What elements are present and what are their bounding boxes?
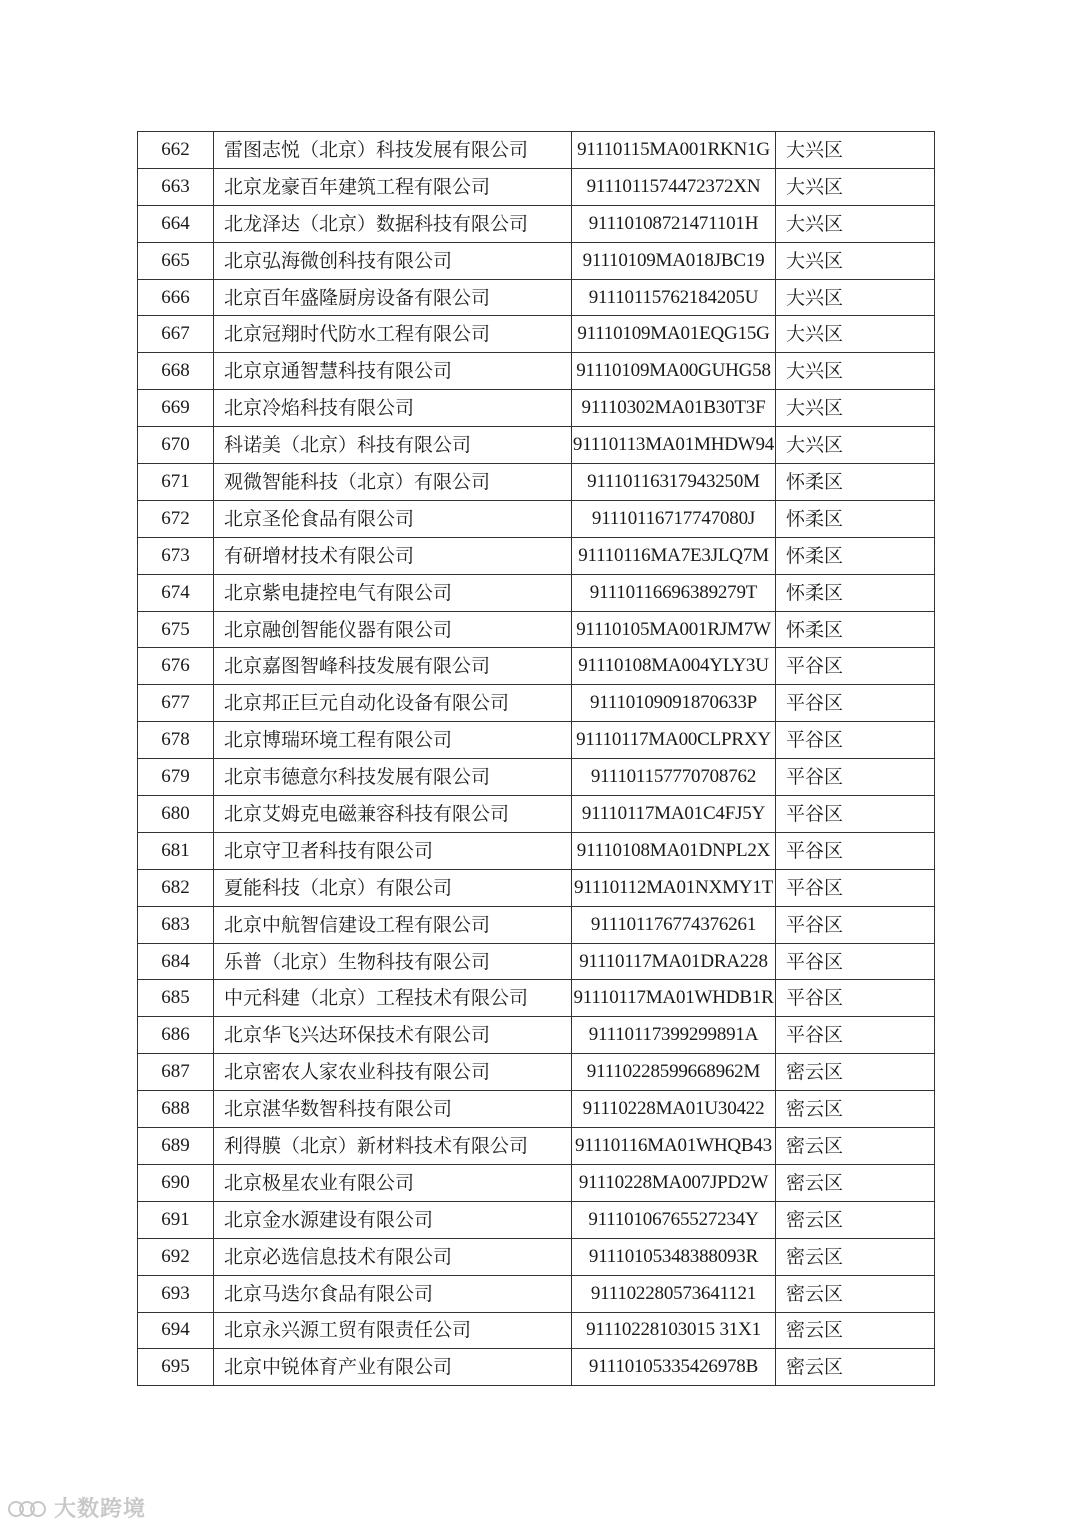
company-name-cell: 北京弘海微创科技有限公司 bbox=[214, 242, 572, 279]
company-name-cell: 北京永兴源工贸有限责任公司 bbox=[214, 1312, 572, 1349]
credit-code-cell: 91110228MA007JPD2W bbox=[572, 1164, 776, 1201]
company-name-cell: 北京必选信息技术有限公司 bbox=[214, 1238, 572, 1275]
table-row bbox=[138, 1275, 935, 1312]
credit-code-cell: 91110228599668962M bbox=[572, 1054, 776, 1091]
table-row bbox=[138, 796, 935, 833]
credit-code-cell: 911101157770708762 bbox=[572, 759, 776, 796]
district-cell: 大兴区 bbox=[776, 205, 935, 242]
company-name-cell: 北京博瑞环境工程有限公司 bbox=[214, 722, 572, 759]
district-cell: 平谷区 bbox=[776, 685, 935, 722]
table-row bbox=[138, 316, 935, 353]
company-name-cell: 北京艾姆克电磁兼容科技有限公司 bbox=[214, 796, 572, 833]
row-number-cell: 673 bbox=[138, 537, 214, 574]
district-cell: 大兴区 bbox=[776, 279, 935, 316]
table-body bbox=[138, 132, 935, 1386]
district-cell: 大兴区 bbox=[776, 316, 935, 353]
row-number-cell: 675 bbox=[138, 611, 214, 648]
district-cell: 大兴区 bbox=[776, 242, 935, 279]
company-name-cell: 北京中锐体育产业有限公司 bbox=[214, 1349, 572, 1386]
district-cell: 怀柔区 bbox=[776, 574, 935, 611]
row-number-cell: 678 bbox=[138, 722, 214, 759]
row-number-cell: 682 bbox=[138, 869, 214, 906]
district-cell: 平谷区 bbox=[776, 1017, 935, 1054]
credit-code-cell: 91110228MA01U30422 bbox=[572, 1091, 776, 1128]
credit-code-cell: 91110116717747080J bbox=[572, 500, 776, 537]
row-number-cell: 693 bbox=[138, 1275, 214, 1312]
district-cell: 密云区 bbox=[776, 1201, 935, 1238]
district-cell: 密云区 bbox=[776, 1128, 935, 1165]
company-name-cell: 北京中航智信建设工程有限公司 bbox=[214, 906, 572, 943]
company-name-cell: 利得膜（北京）新材料技术有限公司 bbox=[214, 1128, 572, 1165]
row-number-cell: 685 bbox=[138, 980, 214, 1017]
district-cell: 大兴区 bbox=[776, 427, 935, 464]
district-cell: 平谷区 bbox=[776, 943, 935, 980]
company-name-cell: 北京融创智能仪器有限公司 bbox=[214, 611, 572, 648]
district-cell: 平谷区 bbox=[776, 648, 935, 685]
district-cell: 平谷区 bbox=[776, 980, 935, 1017]
company-name-cell: 北京邦正巨元自动化设备有限公司 bbox=[214, 685, 572, 722]
table-row bbox=[138, 648, 935, 685]
credit-code-cell: 91110109MA01EQG15G bbox=[572, 316, 776, 353]
table-row bbox=[138, 1128, 935, 1165]
three-rings-logo-icon bbox=[8, 1494, 48, 1520]
credit-code-cell: 91110106765527234Y bbox=[572, 1201, 776, 1238]
table-row bbox=[138, 1054, 935, 1091]
district-cell: 密云区 bbox=[776, 1312, 935, 1349]
table-row bbox=[138, 906, 935, 943]
credit-code-cell: 91110116317943250M bbox=[572, 464, 776, 501]
district-cell: 大兴区 bbox=[776, 353, 935, 390]
district-cell: 平谷区 bbox=[776, 759, 935, 796]
table-row bbox=[138, 279, 935, 316]
table-row bbox=[138, 574, 935, 611]
company-name-cell: 北京冠翔时代防水工程有限公司 bbox=[214, 316, 572, 353]
credit-code-cell: 91110109MA018JBC19 bbox=[572, 242, 776, 279]
row-number-cell: 672 bbox=[138, 500, 214, 537]
credit-code-cell: 91110109091870633P bbox=[572, 685, 776, 722]
row-number-cell: 666 bbox=[138, 279, 214, 316]
credit-code-cell: 9111011574472372XN bbox=[572, 168, 776, 205]
table-row bbox=[138, 685, 935, 722]
company-name-cell: 北京圣伦食品有限公司 bbox=[214, 500, 572, 537]
row-number-cell: 664 bbox=[138, 205, 214, 242]
company-name-cell: 有研增材技术有限公司 bbox=[214, 537, 572, 574]
district-cell: 密云区 bbox=[776, 1275, 935, 1312]
credit-code-cell: 91110115MA001RKN1G bbox=[572, 132, 776, 169]
table-row bbox=[138, 132, 935, 169]
row-number-cell: 695 bbox=[138, 1349, 214, 1386]
table-row bbox=[138, 943, 935, 980]
credit-code-cell: 91110117MA00CLPRXY bbox=[572, 722, 776, 759]
credit-code-cell: 91110109MA00GUHG58 bbox=[572, 353, 776, 390]
credit-code-cell: 91110112MA01NXMY1T bbox=[572, 869, 776, 906]
row-number-cell: 667 bbox=[138, 316, 214, 353]
company-name-cell: 北京京通智慧科技有限公司 bbox=[214, 353, 572, 390]
row-number-cell: 669 bbox=[138, 390, 214, 427]
table-row bbox=[138, 980, 935, 1017]
table-row bbox=[138, 722, 935, 759]
district-cell: 平谷区 bbox=[776, 906, 935, 943]
company-name-cell: 乐普（北京）生物科技有限公司 bbox=[214, 943, 572, 980]
row-number-cell: 668 bbox=[138, 353, 214, 390]
row-number-cell: 663 bbox=[138, 168, 214, 205]
district-cell: 怀柔区 bbox=[776, 464, 935, 501]
company-name-cell: 观微智能科技（北京）有限公司 bbox=[214, 464, 572, 501]
row-number-cell: 690 bbox=[138, 1164, 214, 1201]
company-name-cell: 中元科建（北京）工程技术有限公司 bbox=[214, 980, 572, 1017]
table-row bbox=[138, 353, 935, 390]
credit-code-cell: 911102280573641121 bbox=[572, 1275, 776, 1312]
credit-code-cell: 91110302MA01B30T3F bbox=[572, 390, 776, 427]
company-name-cell: 北京密农人家农业科技有限公司 bbox=[214, 1054, 572, 1091]
enterprise-list-table bbox=[137, 131, 935, 1386]
table-row bbox=[138, 242, 935, 279]
district-cell: 大兴区 bbox=[776, 390, 935, 427]
watermark bbox=[8, 1490, 146, 1524]
credit-code-cell: 91110105348388093R bbox=[572, 1238, 776, 1275]
row-number-cell: 691 bbox=[138, 1201, 214, 1238]
table-row bbox=[138, 464, 935, 501]
row-number-cell: 687 bbox=[138, 1054, 214, 1091]
table-row bbox=[138, 1017, 935, 1054]
company-name-cell: 北京守卫者科技有限公司 bbox=[214, 832, 572, 869]
row-number-cell: 688 bbox=[138, 1091, 214, 1128]
table-row bbox=[138, 537, 935, 574]
row-number-cell: 677 bbox=[138, 685, 214, 722]
table-row bbox=[138, 759, 935, 796]
district-cell: 平谷区 bbox=[776, 796, 935, 833]
company-name-cell: 北京华飞兴达环保技术有限公司 bbox=[214, 1017, 572, 1054]
table-row bbox=[138, 1201, 935, 1238]
table-row bbox=[138, 1091, 935, 1128]
table-row bbox=[138, 168, 935, 205]
credit-code-cell: 91110117MA01C4FJ5Y bbox=[572, 796, 776, 833]
company-name-cell: 雷图志悦（北京）科技发展有限公司 bbox=[214, 132, 572, 169]
row-number-cell: 674 bbox=[138, 574, 214, 611]
row-number-cell: 694 bbox=[138, 1312, 214, 1349]
row-number-cell: 679 bbox=[138, 759, 214, 796]
district-cell: 平谷区 bbox=[776, 722, 935, 759]
district-cell: 密云区 bbox=[776, 1054, 935, 1091]
district-cell: 怀柔区 bbox=[776, 537, 935, 574]
table-row bbox=[138, 1164, 935, 1201]
credit-code-cell: 91110108721471101H bbox=[572, 205, 776, 242]
credit-code-cell: 911101176774376261 bbox=[572, 906, 776, 943]
company-name-cell: 科诺美（北京）科技有限公司 bbox=[214, 427, 572, 464]
credit-code-cell: 91110116696389279T bbox=[572, 574, 776, 611]
credit-code-cell: 91110116MA7E3JLQ7M bbox=[572, 537, 776, 574]
credit-code-cell: 91110117MA01DRA228 bbox=[572, 943, 776, 980]
table-row bbox=[138, 390, 935, 427]
district-cell: 密云区 bbox=[776, 1349, 935, 1386]
row-number-cell: 684 bbox=[138, 943, 214, 980]
credit-code-cell: 91110228103015 31X1 bbox=[572, 1312, 776, 1349]
district-cell: 平谷区 bbox=[776, 869, 935, 906]
company-name-cell: 北京韦德意尔科技发展有限公司 bbox=[214, 759, 572, 796]
table-row bbox=[138, 1312, 935, 1349]
company-name-cell: 北京百年盛隆厨房设备有限公司 bbox=[214, 279, 572, 316]
row-number-cell: 692 bbox=[138, 1238, 214, 1275]
district-cell: 密云区 bbox=[776, 1164, 935, 1201]
watermark-text: 大数跨境 bbox=[54, 1496, 147, 1522]
company-name-cell: 北京龙豪百年建筑工程有限公司 bbox=[214, 168, 572, 205]
company-name-cell: 北京极星农业有限公司 bbox=[214, 1164, 572, 1201]
company-name-cell: 北京金水源建设有限公司 bbox=[214, 1201, 572, 1238]
credit-code-cell: 91110105335426978B bbox=[572, 1349, 776, 1386]
row-number-cell: 680 bbox=[138, 796, 214, 833]
row-number-cell: 689 bbox=[138, 1128, 214, 1165]
credit-code-cell: 91110115762184205U bbox=[572, 279, 776, 316]
credit-code-cell: 91110105MA001RJM7W bbox=[572, 611, 776, 648]
row-number-cell: 665 bbox=[138, 242, 214, 279]
district-cell: 密云区 bbox=[776, 1091, 935, 1128]
district-cell: 密云区 bbox=[776, 1238, 935, 1275]
credit-code-cell: 91110117MA01WHDB1R bbox=[572, 980, 776, 1017]
credit-code-cell: 91110108MA01DNPL2X bbox=[572, 832, 776, 869]
district-cell: 大兴区 bbox=[776, 168, 935, 205]
district-cell: 怀柔区 bbox=[776, 500, 935, 537]
company-name-cell: 夏能科技（北京）有限公司 bbox=[214, 869, 572, 906]
row-number-cell: 671 bbox=[138, 464, 214, 501]
table-row bbox=[138, 500, 935, 537]
row-number-cell: 676 bbox=[138, 648, 214, 685]
table-row bbox=[138, 1238, 935, 1275]
company-name-cell: 北京湛华数智科技有限公司 bbox=[214, 1091, 572, 1128]
row-number-cell: 670 bbox=[138, 427, 214, 464]
district-cell: 大兴区 bbox=[776, 132, 935, 169]
district-cell: 怀柔区 bbox=[776, 611, 935, 648]
company-name-cell: 北京嘉图智峰科技发展有限公司 bbox=[214, 648, 572, 685]
company-name-cell: 北京马迭尔食品有限公司 bbox=[214, 1275, 572, 1312]
table-row bbox=[138, 1349, 935, 1386]
credit-code-cell: 91110116MA01WHQB43 bbox=[572, 1128, 776, 1165]
table-row bbox=[138, 427, 935, 464]
company-name-cell: 北京紫电捷控电气有限公司 bbox=[214, 574, 572, 611]
table-row bbox=[138, 611, 935, 648]
company-name-cell: 北京冷焰科技有限公司 bbox=[214, 390, 572, 427]
row-number-cell: 662 bbox=[138, 132, 214, 169]
row-number-cell: 686 bbox=[138, 1017, 214, 1054]
credit-code-cell: 91110108MA004YLY3U bbox=[572, 648, 776, 685]
row-number-cell: 683 bbox=[138, 906, 214, 943]
company-name-cell: 北龙泽达（北京）数据科技有限公司 bbox=[214, 205, 572, 242]
district-cell: 平谷区 bbox=[776, 832, 935, 869]
row-number-cell: 681 bbox=[138, 832, 214, 869]
table-row bbox=[138, 869, 935, 906]
credit-code-cell: 91110113MA01MHDW94 bbox=[572, 427, 776, 464]
table-row bbox=[138, 832, 935, 869]
credit-code-cell: 91110117399299891A bbox=[572, 1017, 776, 1054]
table-row bbox=[138, 205, 935, 242]
